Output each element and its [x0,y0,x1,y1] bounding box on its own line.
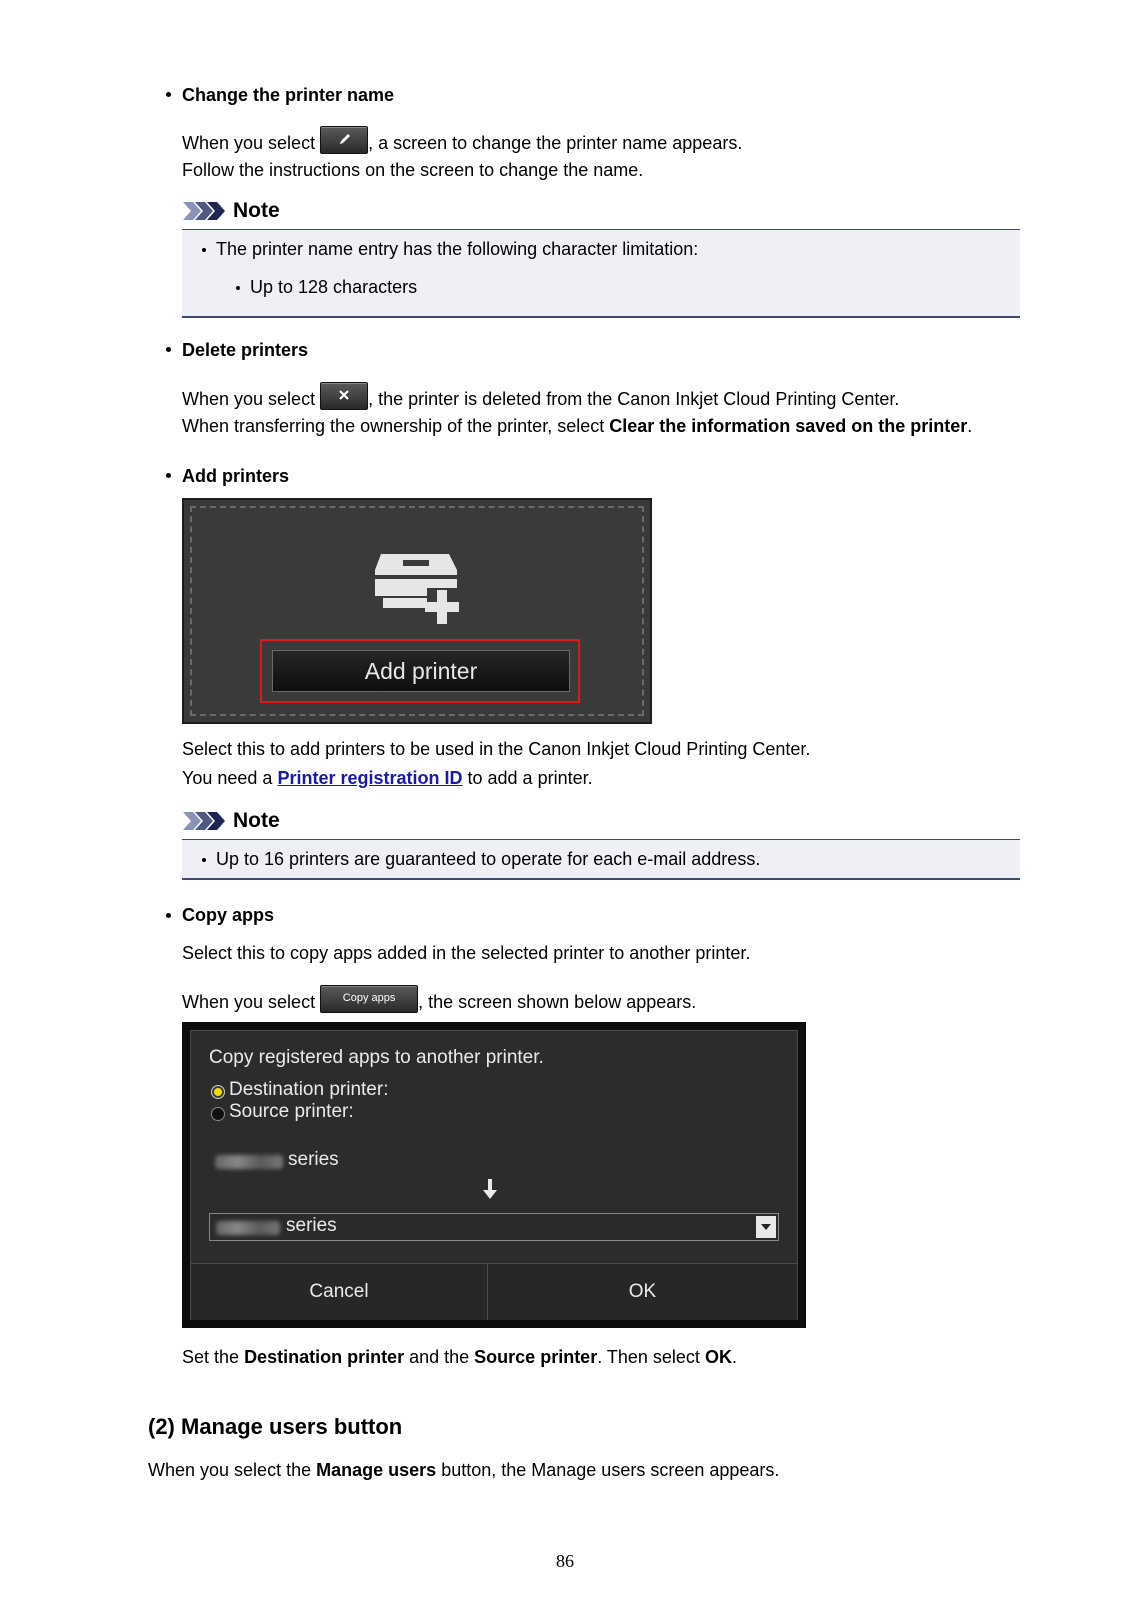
bullet [166,473,171,478]
note1-item: The printer name entry has the following character limitation: [216,239,699,259]
note-header [183,199,280,223]
add-heading: Add printers [182,466,290,486]
add-line1: Select this to add printers to be used in the Canon Inkjet Cloud Printing Center. [182,739,811,759]
printer-registration-id-link[interactable]: Printer registration ID [277,768,463,788]
arrow-down-icon [482,1179,498,1201]
note-header [183,809,280,833]
bullet [236,286,240,290]
copy-apps-dialog [182,1022,806,1328]
dialog-title: Copy registered apps to another printer. [209,1047,544,1068]
dropdown-arrow[interactable] [756,1216,776,1238]
copy-heading: Copy apps [182,905,275,925]
page-number: 86 [556,1551,574,1571]
delete-line2: When transferring the ownership of the printer, select Clear the information saved on the printer. [182,416,973,436]
bullet [166,913,171,918]
source-series: series [288,1149,339,1170]
delete-heading: Delete printers [182,340,309,360]
copy-after-line: Set the Destination printer and the Source printer. Then select OK. [182,1347,737,1367]
add-printer-button[interactable]: Add printer [272,650,570,692]
source-label: Source printer: [229,1101,354,1122]
chevron-down-icon [761,1223,771,1231]
bullet [166,347,171,352]
change-name-heading: Change the printer name [182,85,395,105]
note-arrows-icon [183,202,229,220]
change-name-line2: Follow the instructions on the screen to change the name. [182,160,644,180]
note2-item: Up to 16 printers are guaranteed to operate for each e-mail address. [216,849,761,869]
note1-subitem: Up to 128 characters [250,277,418,297]
pencil-icon [321,127,367,153]
destination-label: Destination printer: [229,1079,389,1100]
destination-printer-select[interactable] [209,1213,779,1241]
printer-add-icon [371,548,463,628]
manage-users-line: When you select the Manage users button, the Manage users screen appears. [148,1460,780,1480]
source-radio[interactable] [211,1107,225,1121]
copy-apps-button[interactable]: Copy apps [320,985,418,1013]
note-box [182,229,1020,318]
change-name-line1: When you select , a screen to change the printer name appears. [182,130,742,158]
note-title: Note [233,809,280,832]
delete-line1: When you select , the printer is deleted from the Canon Inkjet Cloud Printing Center. [182,386,899,414]
add-printer-panel [182,498,652,724]
cancel-button[interactable]: Cancel [191,1263,488,1320]
destination-radio[interactable] [211,1085,225,1099]
note-box [182,839,1020,880]
source-printer-name [215,1155,283,1169]
close-icon [321,383,367,409]
add-line2: You need a Printer registration ID to add a printer. [182,768,593,788]
manage-users-heading: (2) Manage users button [148,1414,403,1439]
ok-button[interactable]: OK [488,1263,797,1320]
copy-line2: When you select Copy apps , the screen shown below appears. [182,989,696,1017]
note-title: Note [233,199,280,222]
bullet [202,248,206,252]
copy-line1: Select this to copy apps added in the selected printer to another printer. [182,943,751,963]
note-arrows-icon [183,812,229,830]
bullet [202,858,206,862]
add-printer-highlight [260,639,580,703]
destination-printer-name [216,1221,280,1235]
delete-button[interactable] [320,382,368,410]
bullet [166,92,171,97]
edit-button[interactable] [320,126,368,154]
destination-series: series [286,1215,337,1236]
